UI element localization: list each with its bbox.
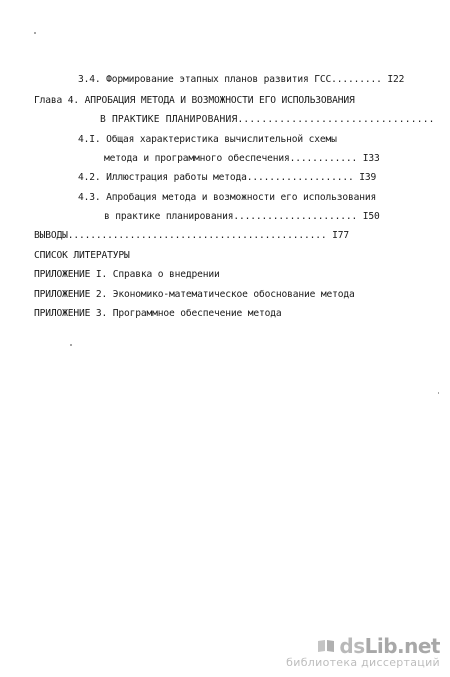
scan-speck: [438, 392, 439, 394]
toc-appendix-2: ПРИЛОЖЕНИЕ 2. Экономико-математическое обоснование метода: [34, 289, 355, 300]
scan-speck: [70, 344, 72, 346]
toc-bibliography: СПИСОК ЛИТЕРАТУРЫ: [34, 250, 130, 261]
toc-conclusions: ВЫВОДЫ.............................................. I77: [34, 230, 350, 241]
watermark-tagline: библиотека диссертаций: [286, 656, 440, 669]
toc-entry-3-4: 3.4. Формирование этапных планов развития ГСС......... I22: [78, 74, 405, 85]
toc-chapter-4-title: Глава 4. АПРОБАЦИЯ МЕТОДА И ВОЗМОЖНОСТИ ЕГО ИСПОЛЬЗОВАНИЯ: [34, 95, 355, 106]
watermark: [286, 634, 440, 669]
toc-chapter-4-title-cont: В ПРАКТИКЕ ПЛАНИРОВАНИЯ.................................: [100, 114, 435, 125]
toc-entry-4-3: 4.3. Апробация метода и возможности его использования: [78, 192, 377, 203]
book-logo-icon: [317, 639, 335, 653]
toc-entry-4-2: 4.2. Иллюстрация работы метода................... I39: [78, 172, 377, 183]
watermark-logo-prefix: ds: [339, 634, 365, 658]
toc-entry-4-1-cont: метода и программного обеспечения............ I33: [104, 153, 380, 164]
watermark-logo-suffix: Lib.net: [364, 634, 440, 658]
toc-appendix-3: ПРИЛОЖЕНИЕ 3. Программное обеспечение метода: [34, 308, 282, 319]
toc-appendix-1: ПРИЛОЖЕНИЕ I. Справка о внедрении: [34, 269, 220, 280]
toc-entry-4-3-cont: в практике планирования...................... I50: [104, 211, 380, 222]
toc-entry-4-1: 4.I. Общая характеристика вычислительной схемы: [78, 134, 337, 145]
watermark-logo: [339, 634, 440, 658]
scan-speck: [34, 32, 36, 34]
